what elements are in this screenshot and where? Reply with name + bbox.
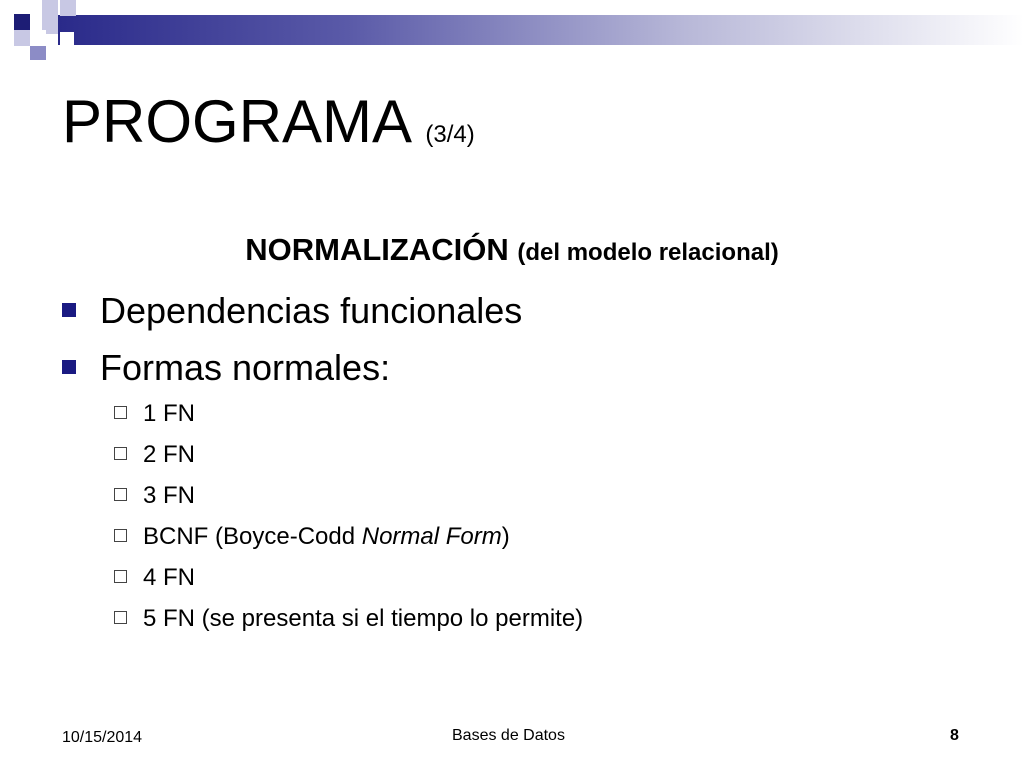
subbullet-text: 1 FN — [143, 400, 196, 427]
footer-course: Bases de Datos — [452, 727, 565, 744]
footer-date: 10/15/2014 — [62, 729, 143, 746]
subbullet-text: 5 FN (se presenta si el tiempo lo permite) — [143, 605, 584, 632]
header-gradient-bar — [58, 15, 1024, 45]
bullet-item — [62, 347, 390, 389]
header-decoration — [0, 0, 1024, 64]
deco-square — [30, 46, 46, 60]
subbullet-item — [114, 441, 195, 469]
deco-square — [14, 30, 30, 46]
deco-square — [30, 30, 46, 46]
slide-title-text: PROGRAMA — [62, 88, 409, 155]
subbullet-item — [114, 605, 583, 633]
subbullet-item — [114, 523, 510, 551]
square-bullet-icon — [62, 360, 76, 374]
subbullet-text: 4 FN — [143, 564, 196, 591]
hollow-square-bullet-icon — [114, 447, 127, 460]
deco-square — [60, 32, 74, 46]
bcnf-italic: Normal Form — [361, 523, 502, 550]
hollow-square-bullet-icon — [114, 611, 127, 624]
bcnf-prefix: BCNF (Boyce-Codd — [143, 523, 362, 550]
hollow-square-bullet-icon — [114, 570, 127, 583]
footer-page-number: 8 — [950, 727, 959, 744]
deco-square — [14, 14, 30, 30]
bullet-item — [62, 290, 522, 332]
hollow-square-bullet-icon — [114, 406, 127, 419]
subbullet-text: 3 FN — [143, 482, 196, 509]
hollow-square-bullet-icon — [114, 529, 127, 542]
bcnf-suffix: ) — [501, 523, 510, 550]
section-heading-text: NORMALIZACIÓN — [245, 232, 509, 267]
bullet-text: Dependencias funcionales — [100, 290, 523, 331]
subbullet-text: 2 FN — [143, 441, 196, 468]
slide-title-suffix: (3/4) — [425, 121, 475, 148]
square-bullet-icon — [62, 303, 76, 317]
hollow-square-bullet-icon — [114, 488, 127, 501]
subbullet-item — [114, 482, 195, 510]
subbullet-item — [114, 564, 195, 592]
deco-square — [60, 0, 76, 16]
subbullet-item — [114, 400, 195, 428]
deco-square — [42, 0, 58, 16]
slide-title — [62, 88, 475, 155]
section-heading — [0, 232, 1024, 268]
bullet-text: Formas normales: — [100, 347, 391, 388]
section-heading-sub: (del modelo relacional) — [517, 239, 779, 266]
